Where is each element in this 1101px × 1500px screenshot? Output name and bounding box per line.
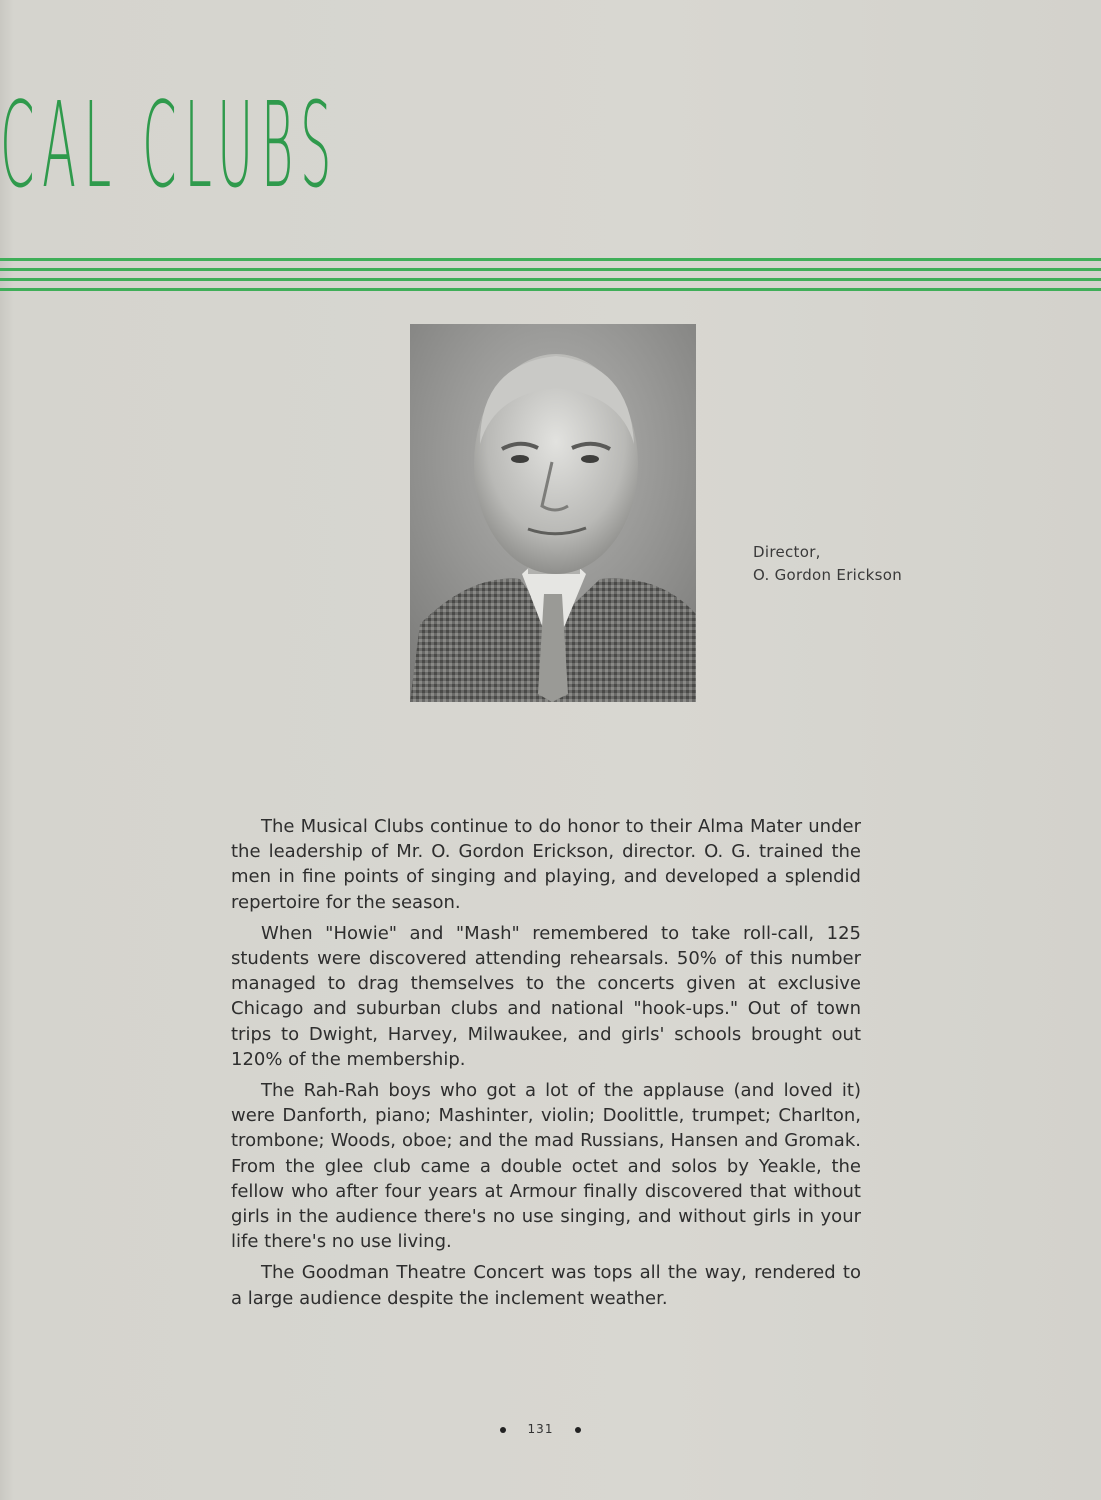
section-heading: CAL CLUBS	[0, 76, 339, 214]
paragraph: The Musical Clubs continue to do honor to their Alma Mater under the leadership of Mr. O. Gordon Erickson, director. O. G. trained the men in fine points of singing and playing, and developed a splendid repertoire for the season.	[231, 816, 861, 913]
paragraph: The Goodman Theatre Concert was tops all the way, rendered to a large audience despite the inclement weather.	[231, 1262, 861, 1309]
caption-name: O. Gordon Erickson	[753, 566, 903, 584]
bullet-dot-icon	[500, 1427, 506, 1433]
bullet-dot-icon	[575, 1427, 581, 1433]
page-footer	[0, 1422, 1081, 1436]
article-body	[231, 814, 861, 1317]
green-rule-4	[0, 288, 1101, 291]
caption-role: Director,	[753, 543, 821, 561]
green-rule-2	[0, 268, 1101, 271]
green-rule-1	[0, 258, 1101, 261]
green-rule-3	[0, 278, 1101, 281]
page-number: 131	[527, 1422, 554, 1436]
paragraph: When "Howie" and "Mash" remembered to take roll-call, 125 students were discovered attending rehearsals. 50% of this number managed to drag themselves to the concerts given at exclusive Chicago and suburban clubs and national "hook-ups." Out of town trips to Dwight, Harvey, Milwaukee, and girls' schools brought out 120% of the membership.	[231, 922, 861, 1070]
director-portrait	[410, 324, 696, 702]
paragraph: The Rah-Rah boys who got a lot of the applause (and loved it) were Danforth, piano; Mashinter, violin; Doolittle, trumpet; Charlton, trombone; Woods, oboe; and the mad Russians, Hansen and Gromak. From the glee club came a double octet and solos by Yeakle, the fellow who after four years at Armour finally discovered that without girls in the audience there's no use singing, and without girls in your life there's no use living.	[231, 1080, 861, 1253]
portrait-caption	[753, 541, 902, 587]
